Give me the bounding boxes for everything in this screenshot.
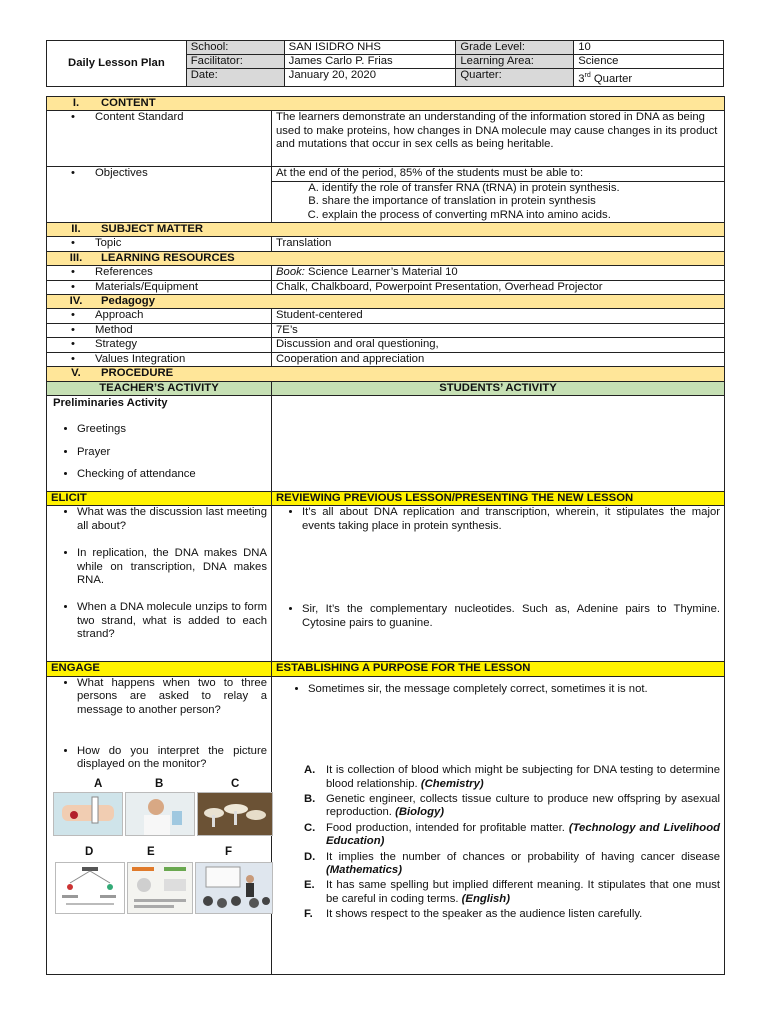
engage-question: • How do you interpret the picture displayed on the monitor? bbox=[77, 745, 267, 772]
topic-label: • Topic bbox=[47, 237, 272, 251]
engage-label: ENGAGE bbox=[47, 662, 272, 676]
method-label: • Method bbox=[47, 323, 272, 337]
picture-label: D bbox=[85, 845, 94, 858]
approach-label: • Approach bbox=[47, 309, 272, 323]
engage-answer-item: A. It is collection of blood which might be subjecting for DNA testing to determine blood relationship. (Chemistry) bbox=[304, 764, 721, 790]
objective-item: A. identify the role of transfer RNA (tRNA) in protein synthesis. bbox=[322, 182, 720, 195]
materials-label: • Materials/Equipment bbox=[47, 280, 272, 294]
values-value: Cooperation and appreciation bbox=[272, 352, 725, 366]
quarter-label: Quarter: bbox=[456, 69, 574, 87]
engage-right-label: ESTABLISHING A PURPOSE FOR THE LESSON bbox=[272, 662, 725, 676]
grade-label: Grade Level: bbox=[456, 41, 574, 55]
area-value: Science bbox=[574, 55, 724, 69]
quarter-value: 3rd Quarter bbox=[574, 69, 724, 87]
engage-answer-item: E. It has same spelling but implied different meaning. It stipulates that one must be careful in coding terms. (English) bbox=[304, 879, 721, 905]
section-content-header: I. CONTENT bbox=[47, 97, 725, 111]
audience-photo bbox=[195, 862, 273, 914]
engage-answer-item: B. Genetic engineer, collects tissue culture to produce new offspring by asexual reproduction. (Biology) bbox=[304, 792, 721, 819]
elicit-label: ELICIT bbox=[47, 491, 272, 505]
elicit-student-cell bbox=[272, 506, 725, 662]
grade-value: 10 bbox=[574, 41, 724, 55]
date-value: January 20, 2020 bbox=[284, 69, 456, 87]
area-label: Learning Area: bbox=[456, 55, 574, 69]
school-label: School: bbox=[186, 41, 284, 55]
plan-title: Daily Lesson Plan bbox=[47, 41, 187, 87]
preliminaries-cell bbox=[47, 395, 272, 491]
method-value: 7E’s bbox=[272, 323, 725, 337]
elicit-teacher-cell bbox=[47, 506, 272, 662]
values-label: • Values Integration bbox=[47, 352, 272, 366]
preliminaries-student-cell bbox=[272, 395, 725, 491]
facilitator-label: Facilitator: bbox=[186, 55, 284, 69]
picture-label: A bbox=[94, 777, 103, 790]
elicit-right-label: REVIEWING PREVIOUS LESSON/PRESENTING THE NEW LESSON bbox=[272, 491, 725, 505]
picture-label: B bbox=[155, 777, 164, 790]
references-label: • References bbox=[47, 266, 272, 280]
topic-value: Translation bbox=[272, 237, 725, 251]
section-procedure-header: V. PROCEDURE bbox=[47, 367, 725, 381]
blood-sampling-photo bbox=[53, 792, 123, 836]
section-subject-header: II. SUBJECT MATTER bbox=[47, 223, 725, 237]
student-activity-header: STUDENTS’ ACTIVITY bbox=[272, 381, 725, 395]
objectives-list bbox=[272, 181, 725, 222]
content-standard-label: • Content Standard bbox=[47, 111, 272, 167]
lab-worker-photo bbox=[125, 792, 195, 836]
engage-question: • What happens when two to three persons are asked to relay a message to another person? bbox=[77, 677, 267, 717]
engage-answer-item: D. It implies the number of chances or probability of having cancer disease (Mathematics) bbox=[304, 850, 721, 876]
list-item: • Checking of attendance bbox=[77, 463, 267, 486]
engage-student-cell bbox=[272, 676, 725, 974]
objectives-intro: At the end of the period, 85% of the students must be able to: bbox=[272, 167, 725, 181]
engage-pictures bbox=[51, 772, 267, 922]
quarter-word-image bbox=[127, 862, 193, 914]
elicit-question: • In replication, the DNA makes DNA while on transcription, DNA makes RNA. bbox=[77, 547, 267, 587]
section-resources-header: III. LEARNING RESOURCES bbox=[47, 251, 725, 265]
elicit-answer: • It’s all about DNA replication and transcription, wherein, it stipulates the major events taking place in protein synthesis. bbox=[302, 506, 720, 533]
engage-answer: • Sometimes sir, the message completely correct, sometimes it is not. bbox=[308, 683, 720, 696]
list-item: • Greetings bbox=[77, 418, 267, 441]
elicit-question: • What was the discussion last meeting all about? bbox=[77, 506, 267, 533]
picture-label: E bbox=[147, 845, 155, 858]
elicit-answer: • Sir, It’s the complementary nucleotides. Such as, Adenine pairs to Thymine. Cytosine pairs to guanine. bbox=[302, 603, 720, 630]
preliminaries-title: Preliminaries Activity bbox=[53, 396, 168, 409]
objectives-label: • Objectives bbox=[47, 167, 272, 223]
school-value: SAN ISIDRO NHS bbox=[284, 41, 456, 55]
header-table bbox=[46, 40, 724, 87]
mushroom-culture-photo bbox=[197, 792, 273, 836]
probability-chart-image bbox=[55, 862, 125, 914]
picture-label: C bbox=[231, 777, 240, 790]
approach-value: Student-centered bbox=[272, 309, 725, 323]
content-standard-text: The learners demonstrate an understanding of the information stored in DNA as being used to make proteins, how changes in DNA molecule may cause changes in its product and mutations that occur in sex cells as being heritable. bbox=[272, 111, 725, 167]
picture-label: F bbox=[225, 845, 233, 858]
elicit-question: • When a DNA molecule unzips to form two strand, what is added to each strand? bbox=[77, 601, 267, 641]
objective-item: C. explain the process of converting mRNA into amino acids. bbox=[322, 209, 720, 222]
objective-item: B. share the importance of translation in protein synthesis bbox=[322, 195, 720, 208]
list-item: • Prayer bbox=[77, 441, 267, 464]
materials-value: Chalk, Chalkboard, Powerpoint Presentation, Overhead Projector bbox=[272, 280, 725, 294]
section-pedagogy-header: IV. Pedagogy bbox=[47, 295, 725, 309]
teacher-activity-header: TEACHER’S ACTIVITY bbox=[47, 381, 272, 395]
date-label: Date: bbox=[186, 69, 284, 87]
strategy-value: Discussion and oral questioning, bbox=[272, 338, 725, 352]
engage-teacher-cell bbox=[47, 676, 272, 974]
facilitator-value: James Carlo P. Frias bbox=[284, 55, 456, 69]
lesson-table bbox=[46, 96, 725, 975]
references-value: Book: Science Learner’s Material 10 bbox=[272, 266, 725, 280]
strategy-label: • Strategy bbox=[47, 338, 272, 352]
engage-answer-item: F. It shows respect to the speaker as the audience listen carefully. bbox=[304, 908, 643, 921]
engage-answer-item: C. Food production, intended for profitable matter. (Technology and Livelihood Education) bbox=[304, 821, 720, 848]
